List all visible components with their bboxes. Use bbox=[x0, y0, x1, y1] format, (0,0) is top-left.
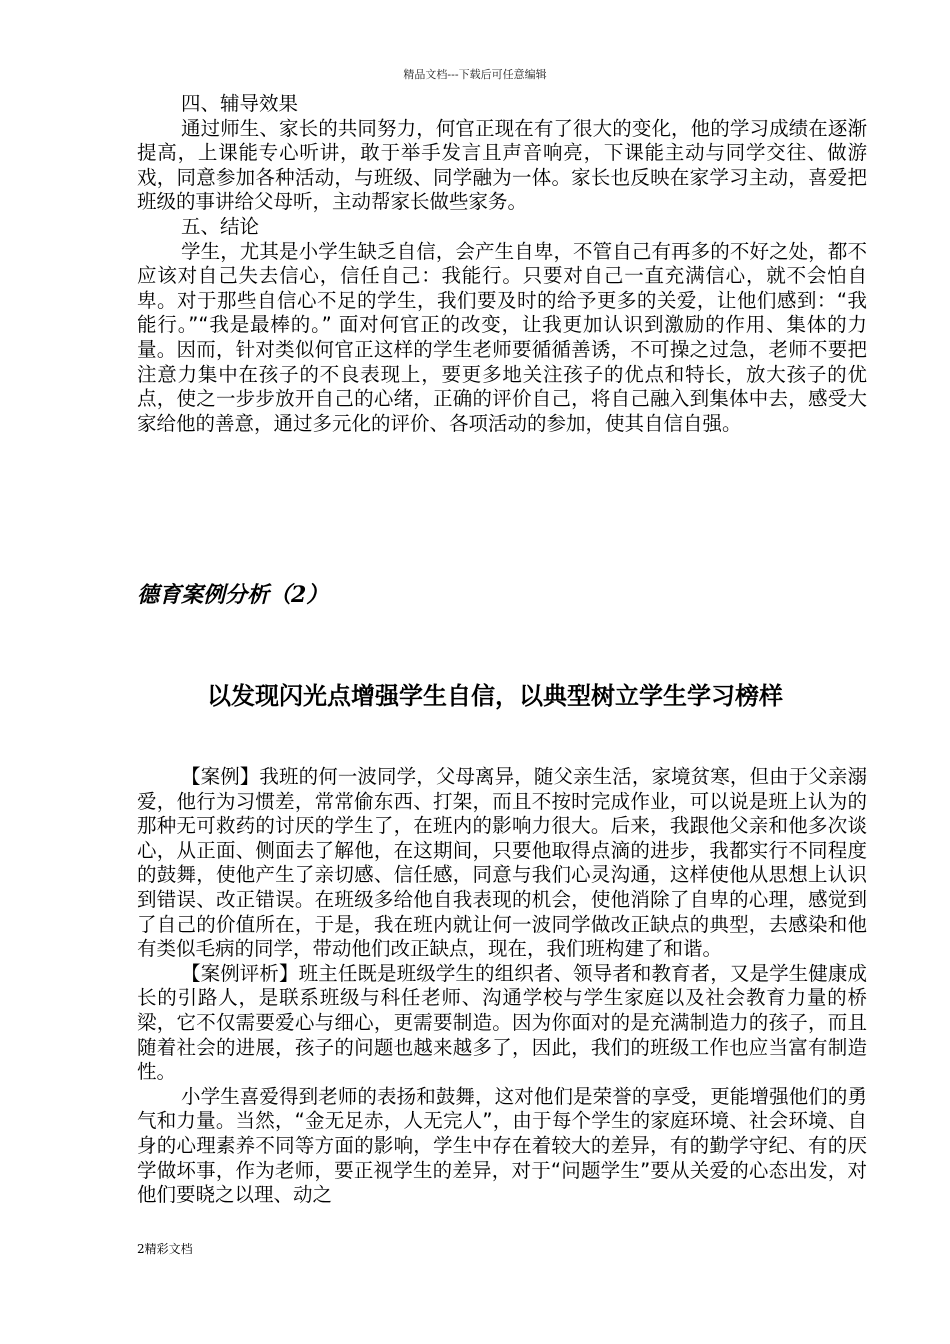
paragraph-effects: 通过师生、家长的共同努力，何官正现在有了很大的变化，他的学习成绩在逐渐提高，上课能专心听讲，敢于举手发言且声音响亮，下课能主动与同学交往、做游戏，同意参加各种活动，与班级、同学融为一体。家长也反映在家学习主动，喜爱把班级的事讲给父母听，主动帮家长做些家务。 bbox=[137, 116, 867, 214]
page-footer: 2精彩文档 bbox=[137, 1242, 193, 1256]
section-heading-conclusion: 五、结论 bbox=[181, 214, 260, 238]
section-effects bbox=[137, 92, 867, 436]
paragraph-case: 【案例】我班的何一波同学，父母离异，随父亲生活，家境贫寒，但由于父亲溺爱，他行为习惯差，常常偷东西、打架，而且不按时完成作业，可以说是班上认为的那种无可救药的讨厌的学生了，在班内的影响力很大。后来，我跟他父亲和他多次谈心，从正面、侧面去了解他，在这期间，只要他取得点滴的进步，我都实行不同程度的鼓舞，使他产生了亲切感、信任感，同意与我们心灵沟通，这样使他从思想上认识到错误、改正错误。在班级多给他自我表现的机会，使他消除了自卑的心理，感觉到了自己的价值所在，于是，我在班内就让何一波同学做改正缺点的典型，去感染和他有类似毛病的同学，带动他们改正缺点，现在，我们班构建了和谐。 bbox=[137, 765, 867, 961]
case-body bbox=[137, 765, 867, 1208]
main-title: 以发现闪光点增强学生自信，以典型树立学生学习榜样 bbox=[207, 682, 783, 710]
paragraph-praise: 小学生喜爱得到老师的表扬和鼓舞，这对他们是荣誉的享受，更能增强他们的勇气和力量。当然，“金无足赤，人无完人”，由于每个学生的家庭环境、社会环境、自身的心理素养不同等方面的影响，学生中存在着较大的差异，有的勤学守纪、有的厌学做坏事，作为老师，要正视学生的差异，对于“问题学生”要从关爱的心态出发，对他们要晓之以理、动之 bbox=[137, 1084, 867, 1207]
case-title: 德育案例分析（2） bbox=[137, 582, 329, 608]
page-header: 精品文档---下载后可任意编辑 bbox=[403, 68, 547, 81]
section-heading-effects: 四、辅导效果 bbox=[181, 92, 299, 115]
paragraph-case-analysis: 【案例评析】班主任既是班级学生的组织者、领导者和教育者，又是学生健康成长的引路人，是联系班级与科任老师、沟通学校与学生家庭以及社会教育力量的桥梁，它不仅需要爱心与细心，更需要制造。因为你面对的是充满制造力的孩子，而且随着社会的进展，孩子的问题也越来越多了，因此，我们的班级工作也应当富有制造性。 bbox=[137, 961, 867, 1084]
paragraph-conclusion: 学生，尤其是小学生缺乏自信，会产生自卑，不管自己有再多的不好之处，都不应该对自己失去信心，信任自己：我能行。只要对自己一直充满信心，就不会怕自卑。对于那些自信心不足的学生，我们要及时的给予更多的关爱，让他们感到：“我能行。”“我是最棒的。” 面对何官正的改变，让我更加认识到激励的作用、集体的力量。因而，针对类似何官正这样的学生老师要循循善诱，不可操之过急，老师不要把注意力集中在孩子的不良表现上，要更多地关注孩子的优点和特长，放大孩子的优点，使之一步步放开自己的心绪，正确的评价自己，将自己融入到集体中去，感受大家给他的善意，通过多元化的评价、各项活动的参加，使其自信自强。 bbox=[137, 239, 867, 435]
